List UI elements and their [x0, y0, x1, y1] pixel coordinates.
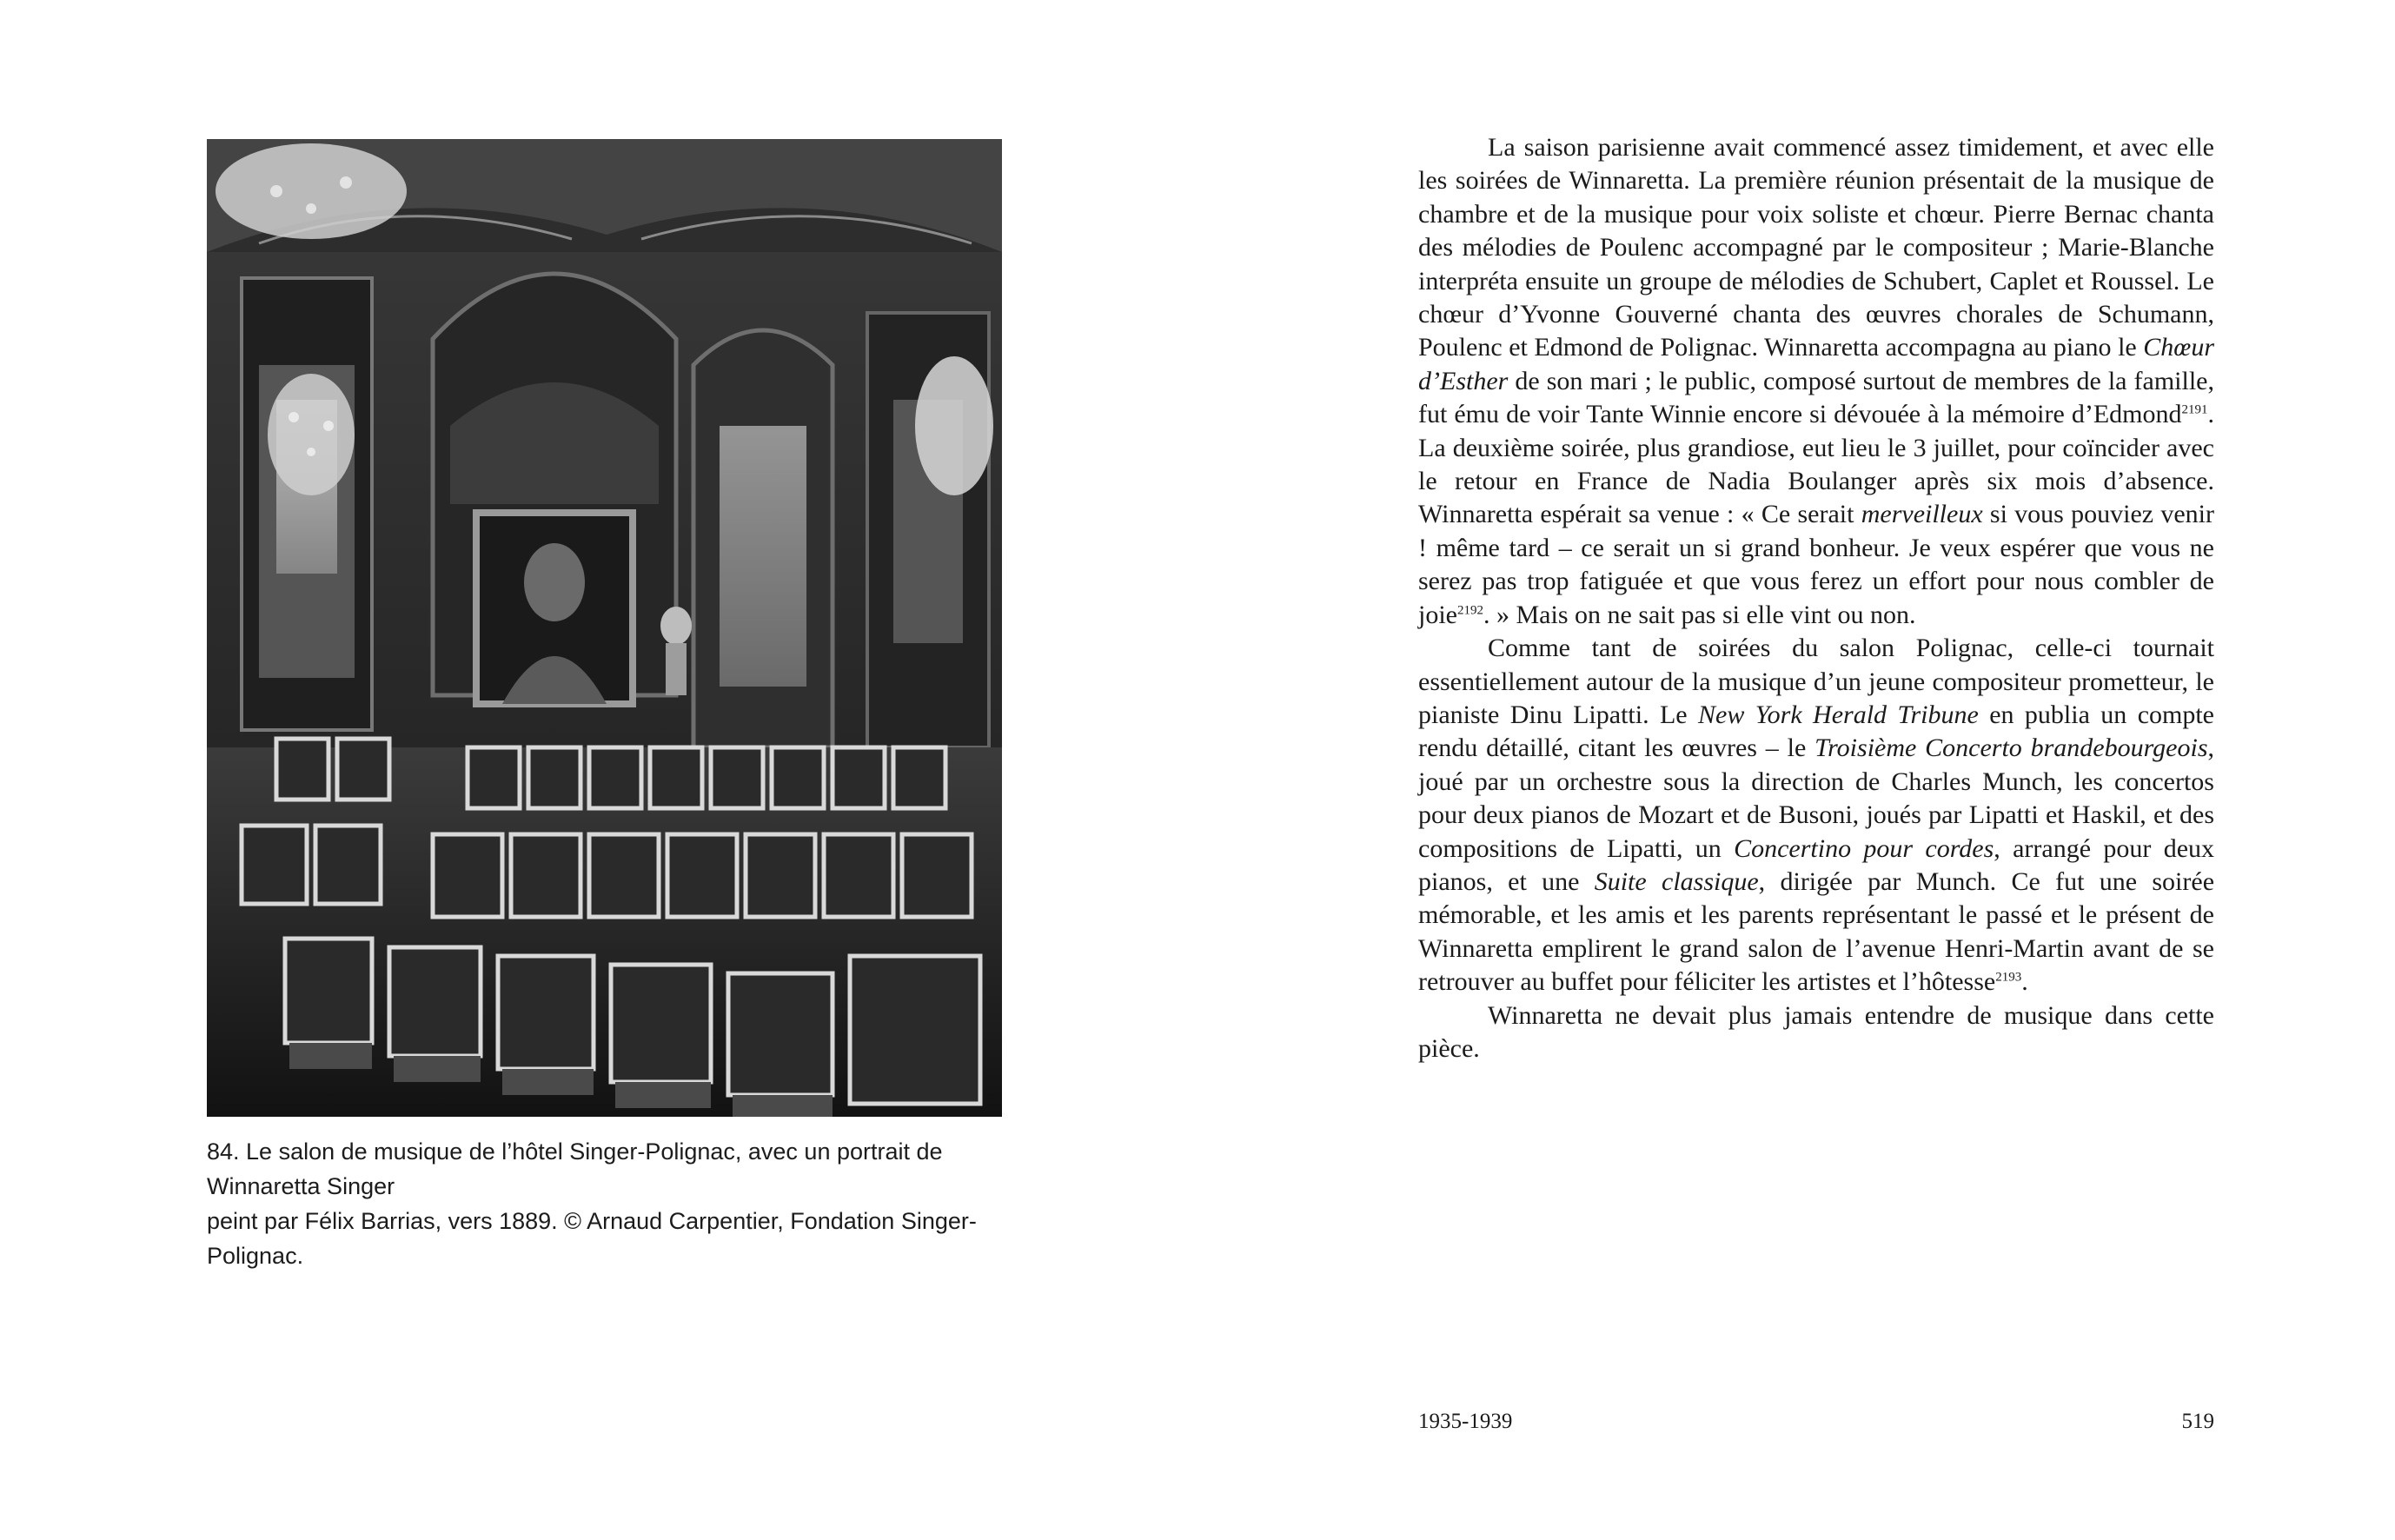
- italic-title: merveilleux: [1861, 500, 1983, 529]
- text-run: si vous pouviez venir ! même tard – ce serait un si grand bonheur. Je veux espérer que vous ne serez pas trop fatiguée et que vous ferez un effort pour nous combler de joie: [1418, 500, 2214, 629]
- footnote-ref: 2192: [1457, 603, 1483, 618]
- body-paragraph: [1418, 131, 2214, 632]
- text-run: Comme tant de soirées du salon Polignac, celle-ci tournait essentiellement autour de la musique d’un jeune compositeur prometteur, le pianiste Dinu Lipatti. Le: [1418, 634, 2214, 729]
- text-run: , dirigée par Munch. Ce fut une soirée mémorable, et les amis et les parents représentant le passé et le présent de Winnaretta emplirent le grand salon de l’avenue Henri-Martin avant de se retrouver au buffet pour féliciter les artistes et l’hôtesse: [1418, 866, 2215, 997]
- caption-line: peint par Félix Barrias, vers 1889. © Arnaud Carpentier, Fondation Singer-Polignac.: [207, 1208, 977, 1269]
- figure-caption: [207, 1134, 1041, 1273]
- body-paragraph: [1418, 999, 2214, 1066]
- body-paragraph: [1418, 632, 2214, 999]
- running-head: 1935-1939: [1418, 1410, 1513, 1433]
- text-run: . La deuxième soirée, plus grandiose, eut lieu le 3 juillet, pour coïncider avec le retour en France de Nadia Boulanger après six mois d’absence. Winnaretta espérait sa venue : « Ce serait: [1418, 400, 2214, 529]
- salon-photograph: [207, 139, 1002, 1117]
- italic-title: Chœur d’Esther: [1418, 333, 2214, 395]
- page-number: 519: [2181, 1410, 2214, 1433]
- text-run: . » Mais on ne sait pas si elle vint ou non.: [1483, 600, 1916, 629]
- italic-title: Concertino pour cordes: [1734, 833, 1994, 863]
- body-text: [1418, 131, 2214, 1065]
- caption-line: 84. Le salon de musique de l’hôtel Singer-Polignac, avec un portrait de Winnaretta Singer: [207, 1138, 943, 1199]
- text-run: , arrangé pour deux pianos, et une: [1418, 833, 2215, 896]
- text-run: Winnaretta ne devait plus jamais entendre de musique dans cette pièce.: [1418, 1000, 2214, 1063]
- italic-title: Suite classique: [1594, 866, 1759, 896]
- text-run: La saison parisienne avait commencé assez timidement, et avec elle les soirées de Winnaretta. La première réunion présentait de la musique de chambre et de la musique pour voix soliste et chœur. Pierre Bernac chanta des mélodies de Poulenc accompagné par le compositeur ; Marie-Blanche interpréta ensuite un groupe de mélodies de Schubert, Caplet et Roussel. Le chœur d’Yvonne Gouverné chanta des œuvres chorales de Schumann, Poulenc et Edmond de Polignac. Winnaretta accompagna au piano le: [1418, 133, 2214, 362]
- footnote-ref: 2191: [2181, 402, 2208, 417]
- italic-title: Troisième Concerto brandebourgeois: [1814, 733, 2208, 763]
- text-run: de son mari ; le public, composé surtout de membres de la famille, fut ému de voir Tante Winnie encore si dévouée à la mémoire d’Edmond: [1418, 366, 2214, 429]
- italic-title: New York Herald Tribune: [1698, 700, 1979, 729]
- text-run: , joué par un orchestre sous la direction de Charles Munch, les concertos pour deux pianos de Mozart et de Busoni, joués par Lipatti et Haskil, et des compositions de Lipatti, un: [1418, 733, 2214, 863]
- text-run: en publia un compte rendu détaillé, citant les œuvres – le: [1418, 700, 2214, 763]
- salon-photo-illustration: [207, 139, 1002, 1117]
- footnote-ref: 2193: [1995, 970, 2022, 985]
- text-run: .: [2021, 967, 2028, 997]
